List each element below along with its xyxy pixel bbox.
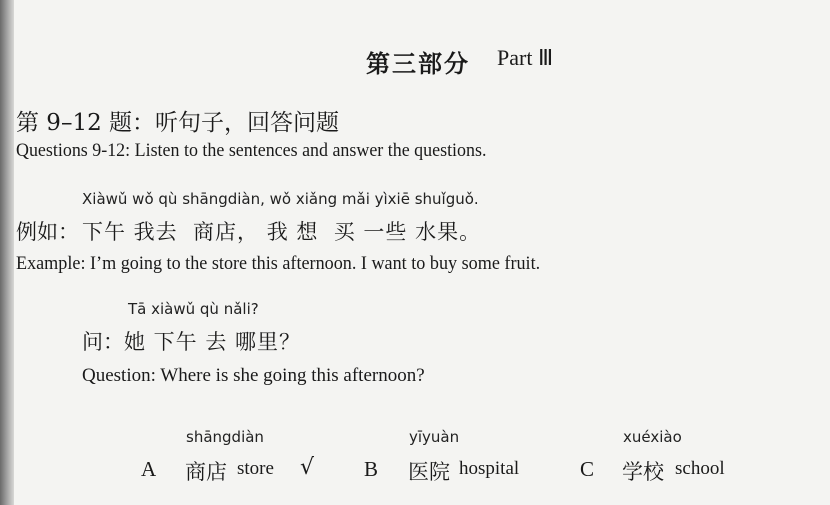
example-label: 例如： [16, 220, 79, 244]
option-b-hanzi: 医院 [408, 460, 450, 484]
check-mark-icon: √ [300, 455, 315, 480]
part-title-zh: 第三部分 [366, 49, 470, 78]
question-sentence-zh: 她 下午 去 哪里？ [124, 330, 302, 354]
option-c-letter: C [580, 457, 595, 481]
part-title-en: Part Ⅲ [497, 45, 554, 70]
section-heading-zh: 第 9–12 题：听句子，回答问题 [16, 110, 340, 136]
option-b-pinyin: yīyuàn [409, 428, 460, 446]
question-sentence-en: Question: Where is she going this afternoon? [82, 365, 425, 386]
option-a-hanzi: 商店 [185, 460, 227, 484]
question-pinyin: Tā xiàwǔ qù nǎli? [128, 300, 259, 318]
example-sentence-zh: 下午 我去 商店， 我 想 买 一些 水果。 [82, 220, 482, 244]
option-c-english: school [675, 458, 725, 479]
option-a-english: store [237, 458, 274, 479]
option-c-pinyin: xuéxiào [623, 428, 682, 446]
example-pinyin: Xiàwǔ wǒ qù shāngdiàn, wǒ xiǎng mǎi yìxiē shuǐguǒ. [82, 190, 479, 208]
option-c-hanzi: 学校 [622, 460, 664, 484]
option-a-pinyin: shāngdiàn [186, 428, 264, 446]
question-label: 问： [82, 330, 124, 354]
section-heading-en: Questions 9-12: Listen to the sentences and answer the questions. [16, 141, 487, 161]
example-sentence-en: Example: I’m going to the store this afternoon. I want to buy some fruit. [16, 254, 541, 274]
book-spine-shadow [0, 0, 14, 505]
option-b-english: hospital [459, 458, 520, 479]
option-b-letter: B [364, 457, 379, 481]
option-a-letter: A [141, 457, 157, 481]
